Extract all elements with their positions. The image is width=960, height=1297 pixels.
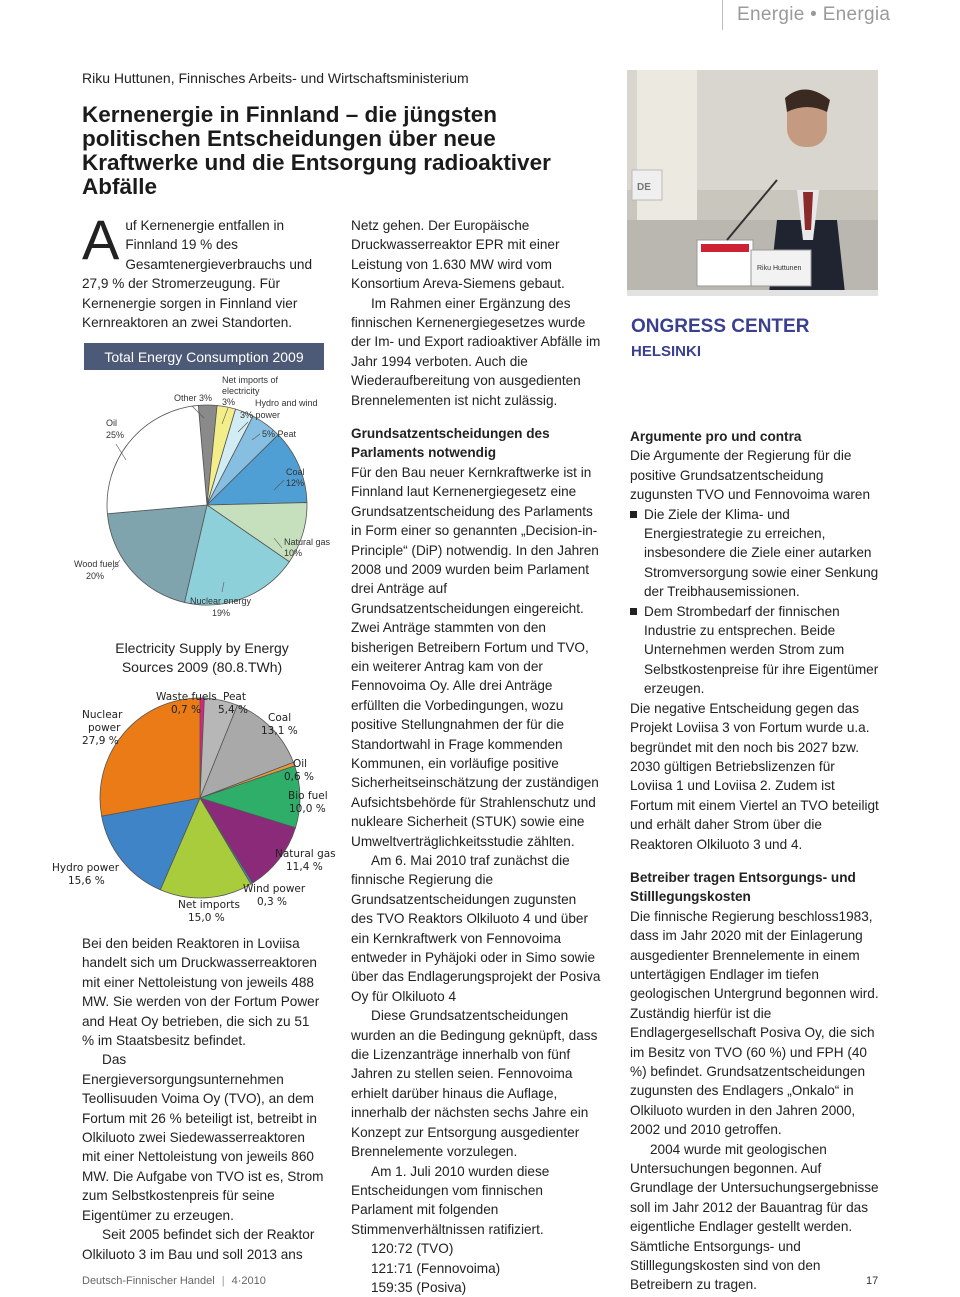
label-oil-a: Oil <box>293 758 308 770</box>
podium-sign-1: ONGRESS CENTER <box>631 316 810 337</box>
article-title: Kernenergie in Finnland – die jüngsten politischen Entscheidungen über neue Kraftwerke und die Entsorgung radioaktiver Abfälle <box>82 102 551 199</box>
author-line: Riku Huttunen, Finnisches Arbeits- und Wirtschaftsministerium <box>82 70 469 86</box>
col2-paragraph: Im Rahmen einer Ergänzung des finnischen Kernenergiegesetzes wurde der Im- und Export radioaktiver Abfälle im Jahr 1994 verboten. Auch die Wiederaufbereitung von ausgedienten Brennelementen ist nicht zulässig. <box>351 295 601 408</box>
vote-line: 159:35 (Posiva) <box>371 1279 467 1295</box>
list-item: Die Ziele der Klima- und Energiestrategie zu erreichen, insbesondere die Ziele einer autarken Stromversorgung sowie einer Senkung der Treibhausemissionen. <box>644 505 880 602</box>
label-waste-b: 0,7 % <box>171 704 202 716</box>
label-wood-a: Wood fuels <box>74 559 119 569</box>
col1-paragraph: Das Energieversorgungsunternehmen Teollisuuden Voima Oy (TVO), an dem Fortum mit 26 % beteiligt ist, betreibt in Olkiluoto zwei Siedewasserreaktoren mit einer Nettoleistung von jeweils 860 MW. Die Aufgabe von TVO ist es, Strom zum Selbstkostenpreis für seine Eigentümer zu erzeugen. <box>82 1052 324 1223</box>
footer-issue: 4·2010 <box>231 1275 266 1287</box>
label-oil-b: 0,6 % <box>284 771 315 783</box>
speaker-photo <box>627 70 878 403</box>
col3-subheading: Argumente pro und contra <box>630 429 802 444</box>
vote-line: 120:72 (TVO) <box>371 1241 454 1257</box>
nameplate: Riku Huttunen <box>757 265 802 272</box>
label-gas-b: 10% <box>284 548 303 558</box>
chart1-title: Total Energy Consumption 2009 <box>104 349 304 365</box>
col2-paragraph: Für den Bau neuer Kernkraftwerke ist in Finnland laut Kernenergiegesetz eine Grundsatzentscheidung des Parlaments in Form einer so genannten „Decision-in-Principle“ (DiP) notwendig. In den Jahren 2008 und 2009 wurden beim Parlament drei Anträge auf Grundsatzentscheidungen eingereicht. Zwei Anträge stammten von den bisherigen Betreibern Fortum und TVO, ein weiterer Antrag kam von der Fennovoima Oy. Alle drei Anträge erfüllten die Vorbedingungen, wozu positive Stellungnahmen der für die Standortwahl in Frage kommenden Kommunen, ein vorläufige positive Sicherheitseinschätzung der zuständigen Aufsichtsbehörde für Strahlenschutz und nukleare Sicherheit (STUK) sowie eine Umweltverträglichkeitsstudie zählten. <box>351 464 599 849</box>
label-peat-a: Peat <box>223 691 246 703</box>
column-2-text <box>351 216 601 1297</box>
label-imports-c: 3% <box>222 397 236 407</box>
col3-paragraph: Die finnische Regierung beschloss1983, dass im Jahr 2020 mit der Einlagerung ausgedienter Brennelemente in einem untertägigen Endlager im tiefen geologischen Untergrund begonnen wird. Zuständig hierfür ist die Endlagergesellschaft Posiva Oy, die sich im Besitz von TVO (60 %) und FPH (40 %) befindet. Grundsatzentscheidungen zugunsten des Endlagers „Onkalo“ in Olkiluoto wurden in den Jahren 2000, 2002 und 2010 getroffen. <box>630 908 879 1138</box>
label-nuclear-a: Nuclear energy <box>190 596 252 606</box>
col2-paragraph: Netz gehen. Der Europäische Druckwasserreaktor EPR mit einer Leistung von 1.630 MW wird vom Konsortium Areva-Siemens gebaut. <box>351 218 565 292</box>
label-wind-b: 0,3 % <box>257 896 288 908</box>
chart2-title-1: Electricity Supply by Energy <box>115 640 289 656</box>
label-gas-a: Natural gas <box>284 537 331 547</box>
label-gas-a: Natural gas <box>275 848 336 860</box>
footer-publication: Deutsch-Finnischer Handel | 4·2010 <box>82 1275 266 1287</box>
label-coal-b: 12% <box>286 478 305 488</box>
col1-paragraph: Seit 2005 befindet sich der Reaktor Olkiluoto 3 im Bau und soll 2013 ans <box>82 1227 315 1262</box>
intro-text: uf Kernenergie entfallen in Finnland 19 % des Gesamtenergieverbrauchs und 27,9 % der Stromerzeugung. Für Kernenergie sorgen in Finnland vier Kernreaktoren an zwei Standorten. <box>82 218 313 331</box>
label-hydro-b: 3% power <box>240 410 281 420</box>
drop-cap: A <box>82 208 120 271</box>
label-bio-b: 10,0 % <box>289 803 326 815</box>
label-coal-b: 13,1 % <box>261 725 298 737</box>
electricity-supply-chart <box>40 630 340 925</box>
col3-paragraph: Die Argumente der Regierung für die positive Grundsatzentscheidung zugunsten TVO und Fennovoima waren <box>630 448 871 503</box>
column-3-text <box>630 427 880 1295</box>
vote-line: 121:71 (Fennovoima) <box>371 1260 501 1276</box>
label-peat: 5% Peat <box>262 429 297 439</box>
section-tab <box>722 0 960 30</box>
label-other: Other 3% <box>174 393 213 403</box>
label-imports-a: Net imports <box>178 899 240 911</box>
label-wood-b: 20% <box>86 571 105 581</box>
label-hydro-a: Hydro and wind <box>255 398 318 408</box>
col3-paragraph: 2004 wurde mit geologischen Untersuchungen begonnen. Auf Grundlage der Untersuchungsergebnisse soll im Jahr 2012 der Bauantrag für das eigentliche Endlager gestellt werden. Sämtliche Entsorgungs- und Stilllegungskosten sind von den Betreibern zu tragen. <box>630 1141 879 1293</box>
col3-subheading: Betreiber tragen Entsorgungs- und Stilllegungskosten <box>630 869 856 905</box>
label-oil-b: 25% <box>106 430 125 440</box>
label-hydro-a: Hydro power <box>52 862 120 874</box>
label-gas-b: 11,4 % <box>286 861 323 873</box>
label-nuclear-b: 19% <box>212 608 231 618</box>
label-coal-a: Coal <box>286 467 305 477</box>
footer-publication-name: Deutsch-Finnischer Handel <box>82 1275 215 1287</box>
label-nuclear-b: power <box>88 722 121 734</box>
col3-paragraph: Die negative Entscheidung gegen das Projekt Loviisa 3 von Fortum wurde u.a. begründet mit den noch bis 2027 bzw. 2030 gültigen Betriebslizenzen für Loviisa 1 und Loviisa 2. Zudem ist Fortum mit einem Viertel an TVO beteiligt und erhält daher Strom über die Reaktoren Olkiluoto 3 und 4. <box>630 700 879 852</box>
label-wind-a: Wind power <box>243 883 306 895</box>
column-1-text <box>82 934 324 1264</box>
label-peat-b: 5,4 % <box>218 704 249 716</box>
label-imports-b: 15,0 % <box>188 912 225 924</box>
label-oil-a: Oil <box>106 418 117 428</box>
list-item: Dem Strombedarf der finnischen Industrie zu entsprechen. Beide Unternehmen werden Strom zum Selbstkostenpreise für ihre Eigentümer erzeugen. <box>644 602 880 699</box>
label-nuclear-c: 27,9 % <box>82 735 119 747</box>
chart1-slice-oil <box>107 405 207 513</box>
label-imports-b: electricity <box>222 386 260 396</box>
label-bio-a: Bio fuel <box>288 790 328 802</box>
label-coal-a: Coal <box>268 712 292 724</box>
section-label: Energie • Energia <box>737 4 891 25</box>
label-imports-a: Net imports of <box>222 375 279 385</box>
col1-paragraph: Bei den beiden Reaktoren in Loviisa handelt sich um Druckwasserreaktoren mit einer Nettoleistung von jeweils 488 MW. Sie werden von der Fortum Power and Heat Oy betrieben, die sich zu 51 % im Staatsbesitz befindet. <box>82 936 320 1049</box>
argument-list <box>630 505 880 699</box>
col2-paragraph: Am 1. Juli 2010 wurden diese Entscheidungen vom finnischen Parlament mit folgenden Stimmenverhältnissen ratifiziert. <box>351 1163 550 1237</box>
label-waste-a: Waste fuels <box>156 691 217 703</box>
col2-paragraph: Diese Grundsatzentscheidungen wurden an die Bedingung geknüpft, dass die Lizenzanträge innerhalb von fünf Jahren zu stellen seien. Fennovoima erhielt darüber hinaus die Auflage, innerhalb der nächsten sechs Jahre ein Konzept zur Entsorgung ausgedienter Brennelemente vorzulegen. <box>351 1008 598 1160</box>
col2-subheading: Grundsatzentscheidungen des Parlaments notwendig <box>351 426 550 461</box>
chart2-title-2: Sources 2009 (80.8.TWh) <box>121 659 283 675</box>
intro-paragraph <box>82 208 324 332</box>
page-number: 17 <box>866 1275 879 1287</box>
total-energy-chart <box>62 340 342 630</box>
svg-text:DE: DE <box>637 182 651 193</box>
label-nuclear-a: Nuclear <box>82 709 123 721</box>
label-hydro-b: 15,6 % <box>68 875 105 887</box>
podium-sign-2: HELSINKI <box>631 343 702 360</box>
col2-paragraph: Am 6. Mai 2010 traf zunächst die finnische Regierung die Grundsatzentscheidungen zugunsten des TVO Reaktors Olkiluoto 4 und über ein Kernkraftwerk von Fennovoima entweder in Pyhäjoki oder in Simo sowie über das Endlagerungsprojekt der Posiva Oy für Olkiluoto 4 <box>351 853 601 1004</box>
